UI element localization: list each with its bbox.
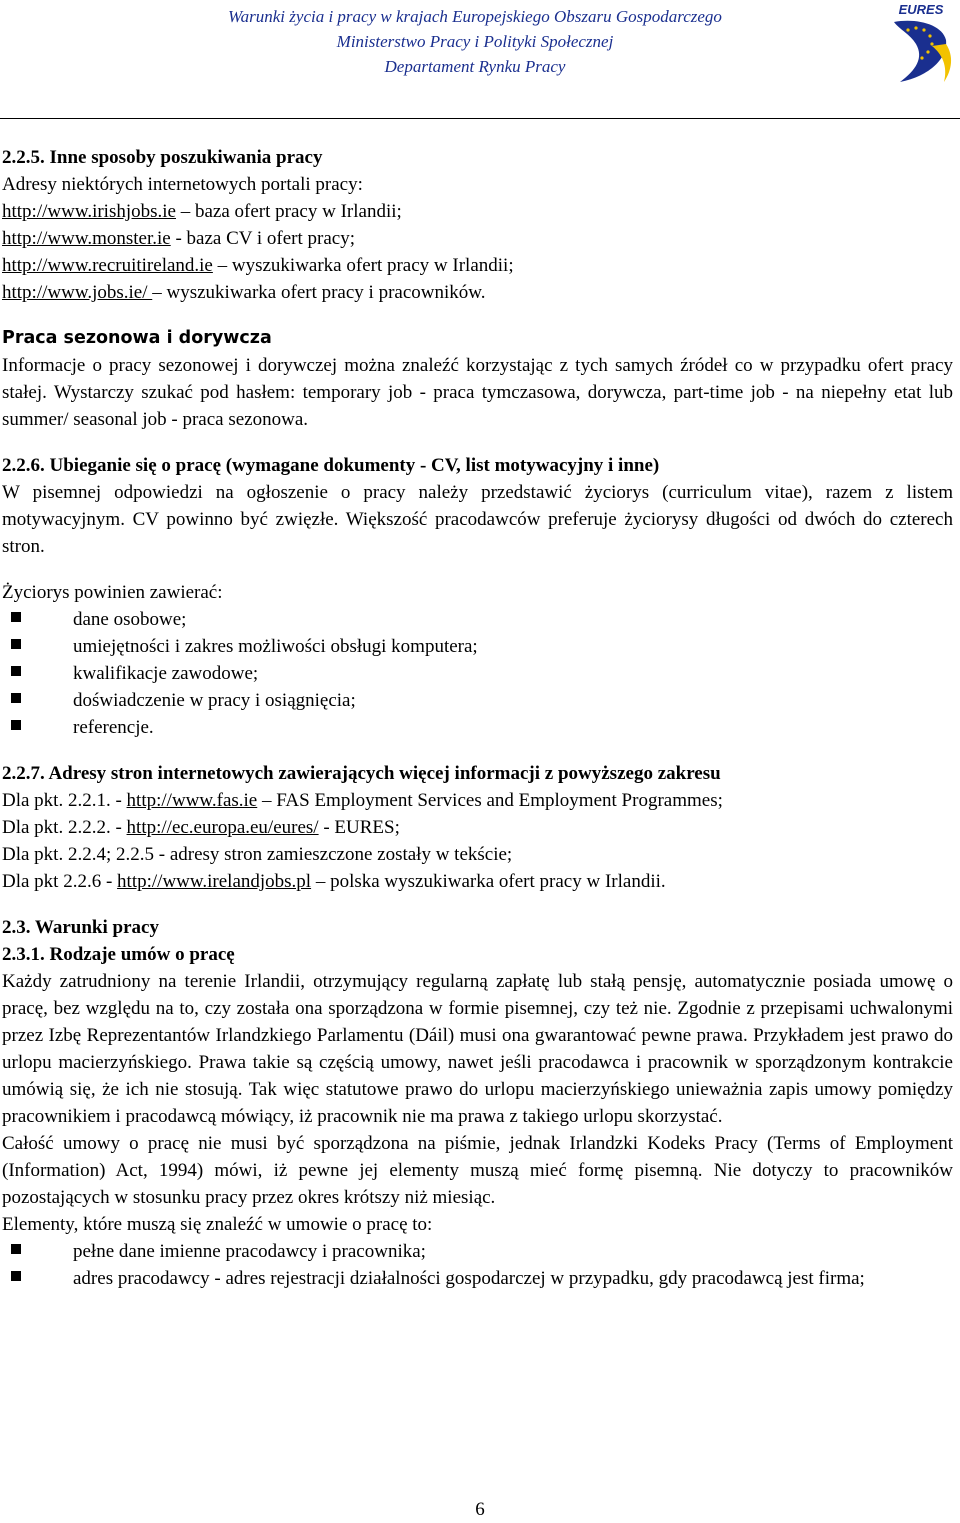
running-header	[150, 4, 800, 79]
header-line-2: Ministerstwo Pracy i Polityki Społecznej	[336, 32, 614, 51]
eures-logo-text: EURES	[898, 2, 944, 17]
page-number: 6	[475, 1499, 485, 1520]
list-item: doświadczenie w pracy i osiągnięcia;	[73, 687, 953, 714]
contracts-paragraph-1: Każdy zatrudniony na terenie Irlandii, otrzymujący regularną zapłatę lub stałą pensję, automatycznie posiada umowę o pracę, bez względu na to, czy została ona sporządzona w formie pisemnej, czy też nie. Zgodnie z przepisami uchwalonymi przez Izbę Reprezentantów Irlandzkiego Parlamentu (Dáil) musi ona gwarantować pewne prawa. Przykładem jest prawo do urlopu macierzyńskiego. Prawa takie są częścią umowy, nawet jeśli pracodawca i pracownik w sporządzonym kontrakcie umówią się, że ich nie stosują. Tak więc statutowe prawo do urlopu macierzyńskiego unieważnia zapis umowy pomiędzy pracownikiem i pracodawcą mówiący, iż pracownik nie ma prawa z takiego urlopu skorzystać.	[2, 971, 953, 1127]
square-bullet-icon	[11, 1271, 21, 1281]
application-paragraph: W pisemnej odpowiedzi na ogłoszenie o pracy należy przedstawić życiorys (curriculum vitae), razem z listem motywacyjnym. CV powinno być zwięzłe. Większość pracodawców preferuje życiorysy długości od dwóch do czterech stron.	[2, 482, 953, 557]
portal-link-4[interactable]: http://www.jobs.ie/	[2, 282, 153, 303]
portal-desc-1: – baza ofert pracy w Irlandii;	[176, 201, 402, 222]
section-2-2-7-heading: 2.2.7. Adresy stron internetowych zawierających więcej informacji z powyższego zakresu	[2, 763, 721, 784]
list-item: dane osobowe;	[73, 606, 953, 633]
address-link-4[interactable]: http://www.irelandjobs.pl	[117, 871, 312, 892]
portal-desc-2: - baza CV i ofert pracy;	[170, 228, 355, 249]
address-link-1[interactable]: http://www.fas.ie	[126, 790, 258, 811]
square-bullet-icon	[11, 720, 21, 730]
address-row-1: Dla pkt. 2.2.1. - http://www.fas.ie – FAS Employment Services and Employment Programmes;	[2, 790, 723, 811]
seasonal-paragraph: Informacje o pracy sezonowej i dorywczej można znaleźć korzystając z tych samych źródeł co w przypadku ofert pracy stałej. Wystarczy szukać pod hasłem: temporary job - praca tymczasowa, dorywcza, part-time job - na niepełny etat lub summer/ seasonal job - praca sezonowa.	[2, 355, 953, 430]
portal-row-4	[2, 279, 953, 306]
address-row-3: Dla pkt. 2.2.4; 2.2.5 - adresy stron zamieszczone zostały w tekście;	[2, 844, 513, 865]
section-2-2-5-heading: 2.2.5. Inne sposoby poszukiwania pracy	[2, 147, 323, 168]
portal-link-3[interactable]: http://www.recruitireland.ie	[2, 255, 213, 276]
list-item: referencje.	[73, 714, 953, 741]
section-2-2-6-heading: 2.2.6. Ubieganie się o pracę (wymagane dokumenty - CV, list motywacyjny i inne)	[2, 455, 660, 476]
square-bullet-icon	[11, 666, 21, 676]
elements-list	[2, 1238, 953, 1292]
document-body	[2, 144, 953, 1292]
header-rule	[0, 118, 960, 119]
portal-row-2	[2, 225, 953, 252]
portal-link-1[interactable]: http://www.irishjobs.ie	[2, 201, 176, 222]
portal-link-2[interactable]: http://www.monster.ie	[2, 228, 171, 249]
section-2-3-heading: 2.3. Warunki pracy	[2, 917, 159, 938]
list-item: adres pracodawcy - adres rejestracji działalności gospodarczej w przypadku, gdy pracodawcą jest firma;	[73, 1265, 953, 1292]
eures-logo	[886, 0, 956, 86]
address-row-2: Dla pkt. 2.2.2. - http://ec.europa.eu/eures/ - EURES;	[2, 817, 400, 838]
list-item: umiejętności i zakres możliwości obsługi komputera;	[73, 633, 953, 660]
square-bullet-icon	[11, 1244, 21, 1254]
section-2-3-1-heading: 2.3.1. Rodzaje umów o pracę	[2, 944, 235, 965]
address-row-4: Dla pkt 2.2.6 - http://www.irelandjobs.pl – polska wyszukiwarka ofert pracy w Irlandii.	[2, 871, 666, 892]
square-bullet-icon	[11, 693, 21, 703]
list-item: pełne dane imienne pracodawcy i pracownika;	[73, 1238, 953, 1265]
list-item: kwalifikacje zawodowe;	[73, 660, 953, 687]
square-bullet-icon	[11, 612, 21, 622]
portal-row-1	[2, 198, 953, 225]
cv-list	[2, 606, 953, 741]
portal-desc-4: – wyszukiwarka ofert pracy i pracowników.	[152, 282, 486, 303]
elements-intro: Elementy, które muszą się znaleźć w umowie o pracę to:	[2, 1214, 433, 1235]
portal-row-3	[2, 252, 953, 279]
portal-desc-3: – wyszukiwarka ofert pracy w Irlandii;	[212, 255, 514, 276]
header-line-3: Departament Rynku Pracy	[384, 57, 566, 76]
header-line-1: Warunki życia i pracy w krajach Europejskiego Obszaru Gospodarczego	[228, 7, 722, 26]
portals-intro: Adresy niektórych internetowych portali pracy:	[2, 174, 363, 195]
cv-intro: Życiorys powinien zawierać:	[2, 582, 223, 603]
square-bullet-icon	[11, 639, 21, 649]
seasonal-heading: Praca sezonowa i dorywcza	[2, 328, 272, 348]
address-link-2[interactable]: http://ec.europa.eu/eures/	[126, 817, 319, 838]
contracts-paragraph-2: Całość umowy o pracę nie musi być sporządzona na piśmie, jednak Irlandzki Kodeks Pracy (Terms of Employment (Information) Act, 1994) mówi, iż pewne jej elementy muszą mieć formę pisemną. Nie dotyczy to pracowników pozostających w stosunku pracy przez okres krótszy niż miesiąc.	[2, 1133, 953, 1208]
